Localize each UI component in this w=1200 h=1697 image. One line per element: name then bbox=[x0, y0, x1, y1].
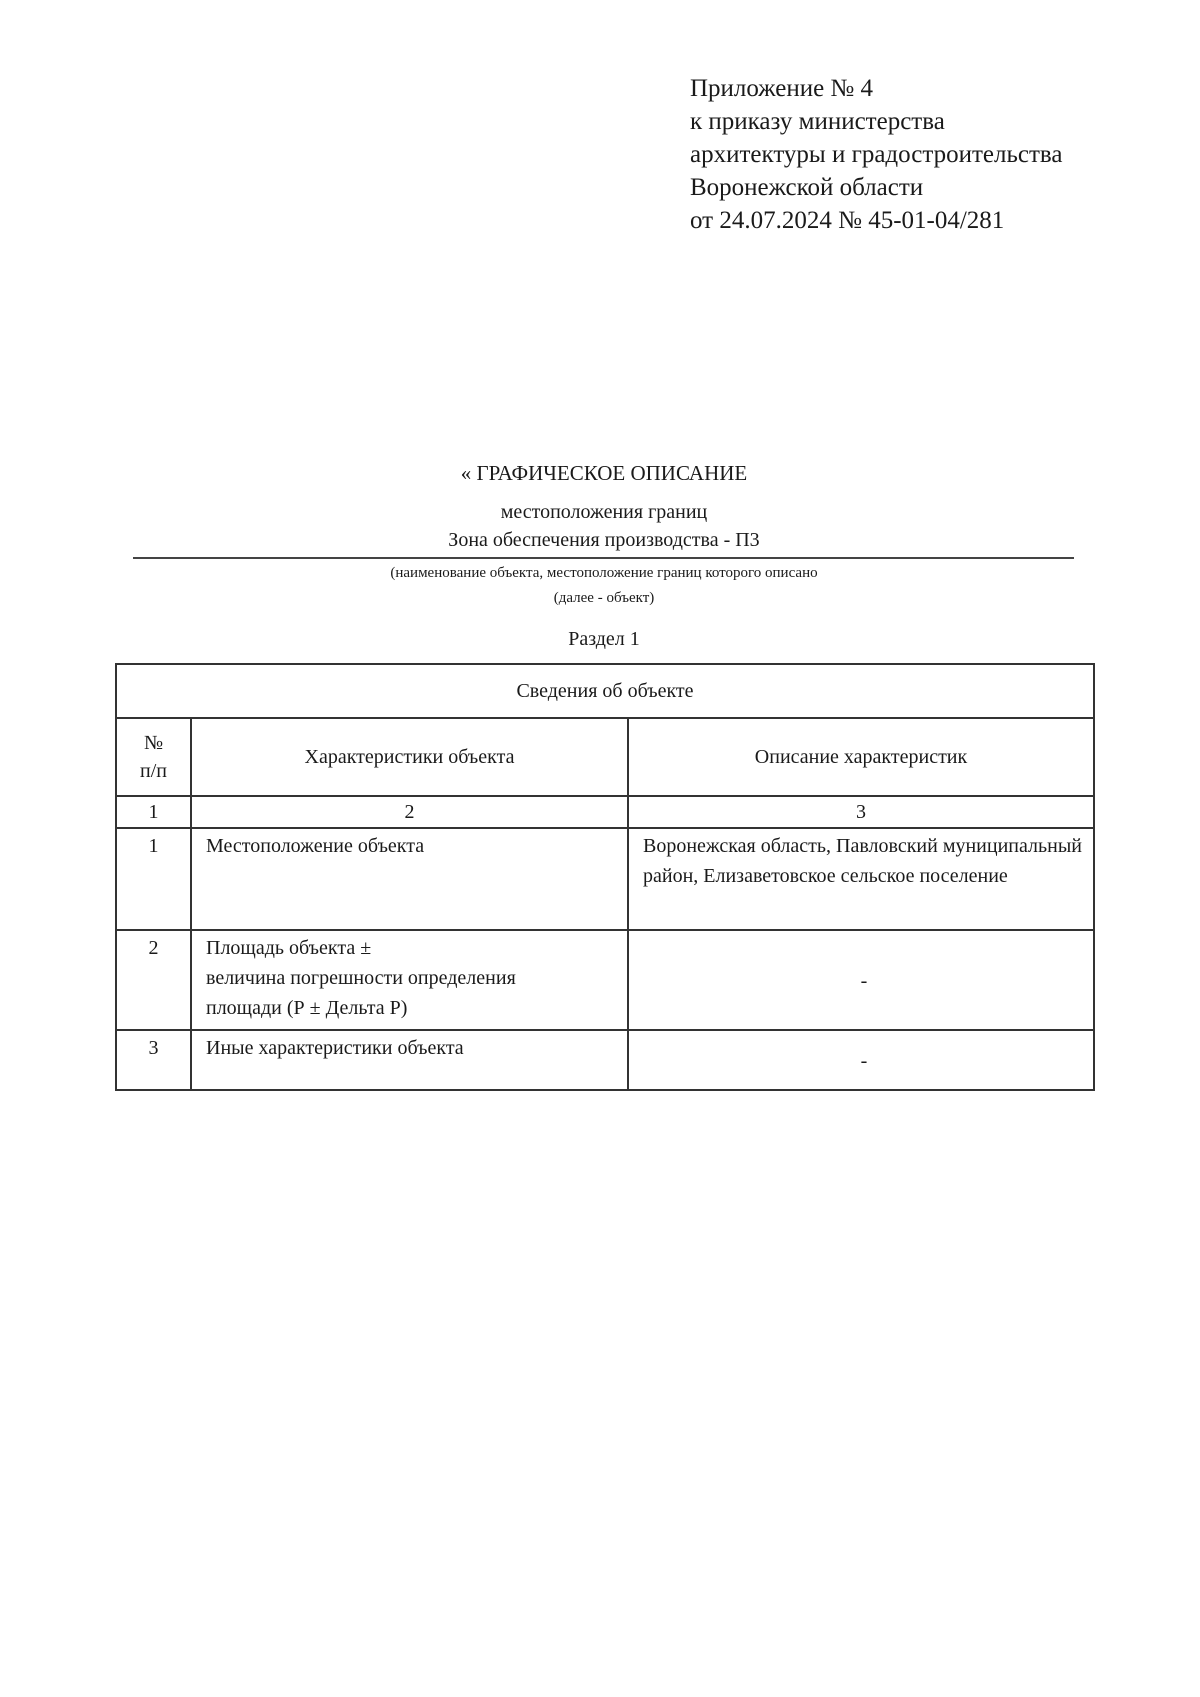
index-cell: 3 bbox=[628, 796, 1094, 828]
appendix-ministry-line: архитектуры и градостроительства bbox=[690, 141, 1063, 168]
row-description: - bbox=[628, 930, 1094, 1030]
appendix-number: Приложение № 4 bbox=[690, 75, 874, 102]
row-characteristic bbox=[191, 930, 628, 1030]
appendix-region-line: Воронежской области bbox=[690, 174, 924, 201]
object-name-underline bbox=[133, 557, 1074, 559]
object-name-note-line2: (далее - объект) bbox=[553, 590, 655, 606]
document-subtitle: местоположения границ bbox=[500, 501, 708, 523]
appendix-date-line: от 24.07.2024 № 45-01-04/281 bbox=[690, 207, 1005, 234]
row-characteristic-line: Площадь объекта ± bbox=[206, 937, 372, 959]
row-description: - bbox=[628, 1030, 1094, 1090]
table-caption: Сведения об объекте bbox=[116, 664, 1094, 718]
document-title: « ГРАФИЧЕСКОЕ ОПИСАНИЕ bbox=[460, 461, 748, 485]
object-name: Зона обеспечения производства - П3 bbox=[448, 529, 760, 551]
header-number-symbol: № bbox=[143, 732, 164, 754]
row-characteristic-line: величина погрешности определения bbox=[206, 967, 516, 989]
row-number: 3 bbox=[116, 1030, 191, 1090]
appendix-order-line: к приказу министерства bbox=[690, 108, 945, 135]
table-row bbox=[116, 828, 1094, 930]
section-title: Раздел 1 bbox=[568, 628, 640, 650]
table-index-row bbox=[116, 796, 1094, 828]
index-cell: 2 bbox=[191, 796, 628, 828]
header-number-abbr: п/п bbox=[140, 760, 167, 782]
row-characteristic: Местоположение объекта bbox=[191, 828, 628, 930]
table-header-row bbox=[116, 718, 1094, 796]
header-characteristics: Характеристики объекта bbox=[191, 718, 628, 796]
row-characteristic-line: площади (Р ± Дельта Р) bbox=[206, 997, 408, 1019]
row-number: 2 bbox=[116, 930, 191, 1030]
row-number: 1 bbox=[116, 828, 191, 930]
appendix-header bbox=[690, 72, 1062, 237]
row-description: Воронежская область, Павловский муниципальный район, Елизаветовское сельское поселение bbox=[628, 828, 1094, 930]
header-description: Описание характеристик bbox=[628, 718, 1094, 796]
object-name-note-line1: (наименование объекта, местоположение границ которого описано bbox=[390, 565, 818, 581]
table-row bbox=[116, 1030, 1094, 1090]
header-number bbox=[116, 718, 191, 796]
row-characteristic: Иные характеристики объекта bbox=[191, 1030, 628, 1090]
table-row bbox=[116, 930, 1094, 1030]
object-info-table bbox=[115, 663, 1095, 1091]
index-cell: 1 bbox=[116, 796, 191, 828]
